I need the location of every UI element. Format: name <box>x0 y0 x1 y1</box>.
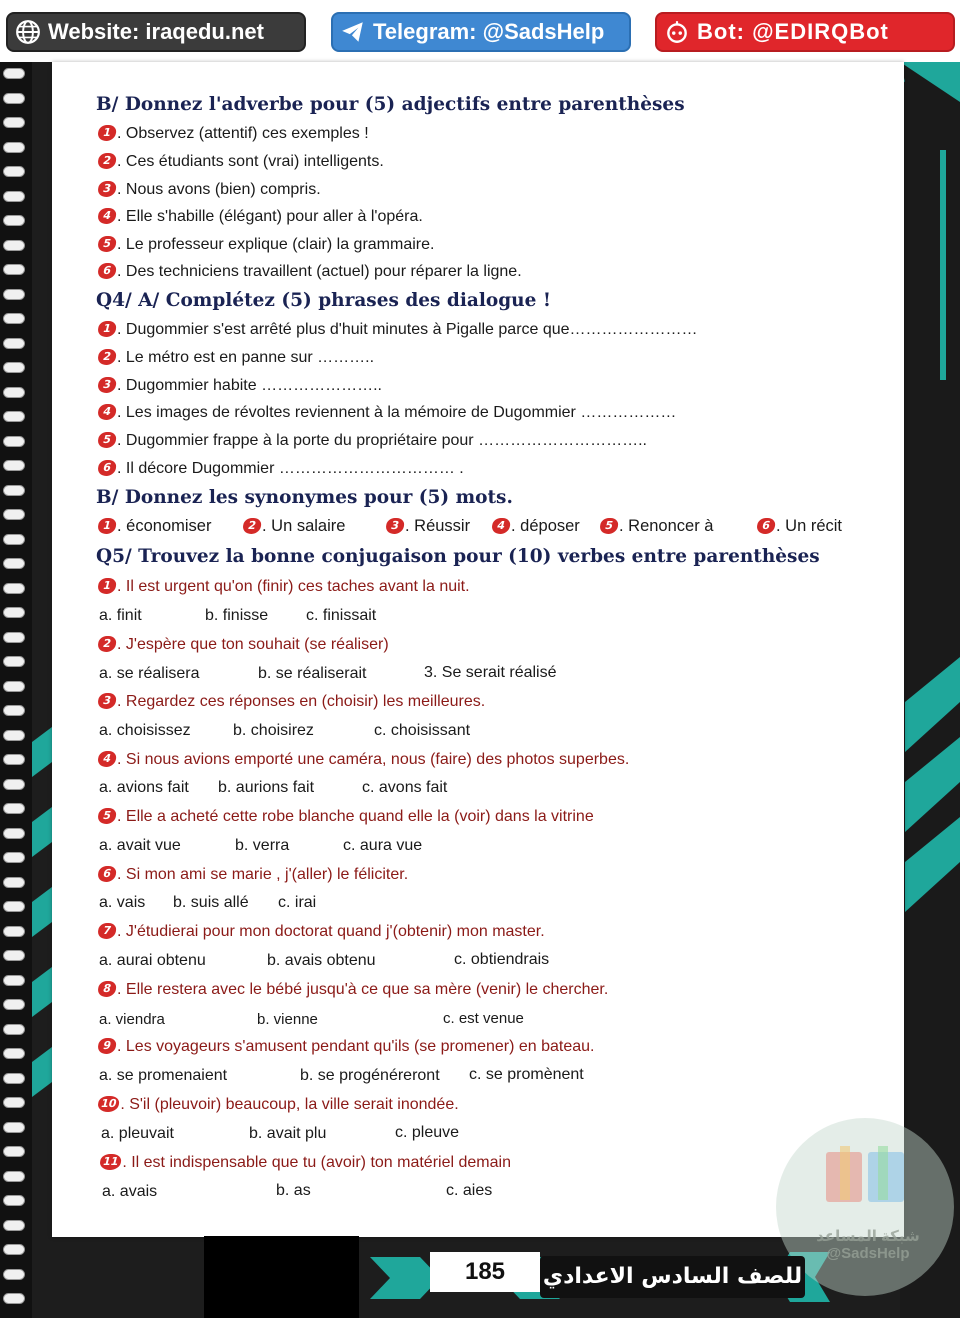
item-text: . Il décore Dugommier …………………………… . <box>117 460 464 477</box>
website-link[interactable] <box>6 12 306 52</box>
option-c: c. irai <box>278 894 317 911</box>
option-c: c. est venue <box>443 1010 524 1027</box>
question-text: . S'il (pleuvoir) beaucoup, la ville serait inondée. <box>120 1096 459 1113</box>
bot-label: Bot: @EDIRQBot <box>697 19 889 44</box>
question-line <box>98 923 545 941</box>
question-text: . Il est indispensable que tu (avoir) ton matériel demain <box>122 1154 511 1171</box>
robot-icon <box>657 19 697 45</box>
option-a: a. avions fait <box>99 779 189 796</box>
list-item <box>98 236 434 254</box>
number-badge: 4 <box>96 208 118 224</box>
number-badge: 6 <box>96 263 118 279</box>
list-item <box>98 181 321 199</box>
book-icon <box>820 1144 910 1214</box>
page-number: 185 <box>430 1252 540 1292</box>
number-badge: 2 <box>96 349 118 365</box>
option-a: a. vais <box>99 894 146 911</box>
option-c: c. aura vue <box>343 837 423 854</box>
item-text: . Réussir <box>405 517 471 535</box>
option-a: a. viendra <box>99 1011 165 1028</box>
number-badge: 2 <box>241 518 263 534</box>
option-c: c. choisissant <box>374 722 471 739</box>
option-c: c. avons fait <box>362 779 448 796</box>
option-c: c. se promènent <box>469 1066 584 1083</box>
number-badge: 6 <box>96 460 118 476</box>
number-badge: 5 <box>96 808 118 824</box>
number-badge: 3 <box>96 181 118 197</box>
number-badge: 4 <box>490 518 512 534</box>
list-item <box>98 432 647 450</box>
option-b: b. vienne <box>257 1011 318 1028</box>
option-a: a. pleuvait <box>101 1125 174 1142</box>
option-a: a. finit <box>99 607 142 624</box>
option-a: a. avais <box>102 1183 158 1200</box>
number-badge: 5 <box>96 236 118 252</box>
number-badge: 7 <box>96 923 118 939</box>
question-line <box>98 1038 595 1056</box>
number-badge: 1 <box>96 578 118 594</box>
option-b: b. verra <box>235 837 290 854</box>
option-b: b. suis allé <box>173 894 249 911</box>
item-text: . Des techniciens travaillent (actuel) pour réparer la ligne. <box>117 263 522 280</box>
list-item <box>98 349 374 367</box>
option-b: b. aurions fait <box>218 779 315 796</box>
question-text: . Si mon ami se marie , j'(aller) le féliciter. <box>117 866 409 883</box>
list-item <box>98 153 384 171</box>
option-c: c. pleuve <box>395 1124 460 1141</box>
number-badge: 3 <box>96 693 118 709</box>
item-text: . Dugommier habite ………………….. <box>117 377 382 394</box>
option-a: a. choisissez <box>99 722 191 739</box>
synonym-item <box>757 517 842 536</box>
list-item <box>98 321 698 339</box>
number-badge: 10 <box>96 1096 121 1112</box>
option-c: 3. Se serait réalisé <box>424 664 557 681</box>
item-text: . Elle s'habille (élégant) pour aller à l'opéra. <box>117 208 423 225</box>
question-line <box>98 578 470 596</box>
option-b: b. as <box>276 1182 311 1199</box>
question-text: . J'espère que ton souhait (se réaliser) <box>117 636 389 653</box>
question-line <box>98 1096 459 1114</box>
option-c: c. finissait <box>306 607 377 624</box>
question-line <box>98 808 594 826</box>
option-b: b. se progénéreront <box>300 1067 440 1084</box>
footer-black-block <box>204 1236 359 1318</box>
question-line <box>98 751 629 769</box>
number-badge: 3 <box>384 518 406 534</box>
item-text: . Le métro est en panne sur ……….. <box>117 349 375 366</box>
list-item <box>98 404 676 422</box>
option-a: a. avait vue <box>99 837 181 854</box>
website-label: Website: iraqedu.net <box>48 19 264 44</box>
question-line <box>98 636 389 654</box>
number-badge: 1 <box>96 321 118 337</box>
number-badge: 6 <box>755 518 777 534</box>
number-badge: 8 <box>96 981 118 997</box>
question-text: . Regardez ces réponses en (choisir) les meilleures. <box>117 693 486 710</box>
telegram-icon <box>333 19 373 45</box>
footer-grade-title: للصف السادس الاعدادي <box>540 1256 805 1298</box>
synonym-item <box>98 517 211 536</box>
bot-link[interactable] <box>655 12 955 52</box>
number-badge: 4 <box>96 404 118 420</box>
list-item <box>98 377 382 395</box>
item-text: . Un récit <box>776 517 843 535</box>
option-b: b. finisse <box>205 607 269 624</box>
telegram-link[interactable] <box>331 12 631 52</box>
option-c: c. obtiendrais <box>454 951 550 968</box>
option-b: b. se réaliserait <box>258 665 367 682</box>
item-text: . Dugommier frappe à la porte du propriétaire pour ………………………….. <box>117 432 647 449</box>
section-b-adverbs-heading: B/ Donnez l'adverbe pour (5) adjectifs entre parenthèses <box>96 94 685 115</box>
number-badge: 11 <box>98 1154 123 1170</box>
number-badge: 2 <box>96 636 118 652</box>
watermark-text: شبكة المساعد @SadsHelp <box>816 1228 920 1262</box>
section-q5-heading: Q5/ Trouvez la bonne conjugaison pour (10) verbes entre parenthèses <box>96 546 820 567</box>
item-text: . Un salaire <box>262 517 346 535</box>
option-b: b. choisirez <box>233 722 314 739</box>
number-badge: 1 <box>96 125 118 141</box>
item-text: . Le professeur explique (clair) la grammaire. <box>117 236 435 253</box>
number-badge: 3 <box>96 377 118 393</box>
item-text: . Les images de révoltes reviennent à la mémoire de Dugommier ……………… <box>117 404 677 421</box>
option-a: a. aurai obtenu <box>99 952 206 969</box>
globe-icon <box>8 19 48 45</box>
item-text: . Nous avons (bien) compris. <box>117 181 321 198</box>
list-item <box>98 263 522 281</box>
item-text: . Renoncer à <box>619 517 714 535</box>
item-text: . Observez (attentif) ces exemples ! <box>117 125 369 142</box>
list-item <box>98 125 369 143</box>
question-line <box>100 1154 511 1172</box>
question-text: . Les voyageurs s'amusent pendant qu'ils (se promener) en bateau. <box>117 1038 595 1055</box>
question-line <box>98 981 608 999</box>
item-text: . déposer <box>511 517 580 535</box>
number-badge: 6 <box>96 866 118 882</box>
synonym-item <box>243 517 345 536</box>
option-a: a. se promenaient <box>99 1067 228 1084</box>
top-banner <box>0 0 960 62</box>
question-text: . Il est urgent qu'on (finir) ces taches avant la nuit. <box>117 578 470 595</box>
question-text: . Elle restera avec le bébé jusqu'à ce que sa mère (venir) le chercher. <box>117 981 609 998</box>
item-text: . Ces étudiants sont (vrai) intelligents. <box>117 153 384 170</box>
item-text: . Dugommier s'est arrêté plus d'huit minutes à Pigalle parce que…………………… <box>117 321 698 338</box>
number-badge: 9 <box>96 1038 118 1054</box>
synonym-item <box>600 517 713 536</box>
number-badge: 4 <box>96 751 118 767</box>
list-item <box>98 460 464 478</box>
list-item <box>98 208 423 226</box>
question-text: . J'étudierai pour mon doctorat quand j'(obtenir) mon master. <box>117 923 545 940</box>
question-line <box>98 693 485 711</box>
number-badge: 1 <box>96 518 118 534</box>
telegram-label: Telegram: @SadsHelp <box>373 19 605 44</box>
synonym-item <box>386 517 470 536</box>
number-badge: 2 <box>96 153 118 169</box>
option-b: b. avais obtenu <box>267 952 376 969</box>
item-text: . économiser <box>117 517 212 535</box>
option-c: c. aies <box>446 1182 493 1199</box>
option-b: b. avait plu <box>249 1125 327 1142</box>
question-text: . Si nous avions emporté une caméra, nous (faire) des photos superbes. <box>117 751 630 768</box>
section-q4a-heading: Q4/ A/ Complétez (5) phrases des dialogue ! <box>96 290 551 311</box>
option-a: a. se réalisera <box>99 665 200 682</box>
synonym-item <box>492 517 580 536</box>
number-badge: 5 <box>598 518 620 534</box>
section-b-synonyms-heading: B/ Donnez les synonymes pour (5) mots. <box>96 487 513 508</box>
question-line <box>98 866 408 884</box>
number-badge: 5 <box>96 432 118 448</box>
question-text: . Elle a acheté cette robe blanche quand elle la (voir) dans la vitrine <box>117 808 594 825</box>
